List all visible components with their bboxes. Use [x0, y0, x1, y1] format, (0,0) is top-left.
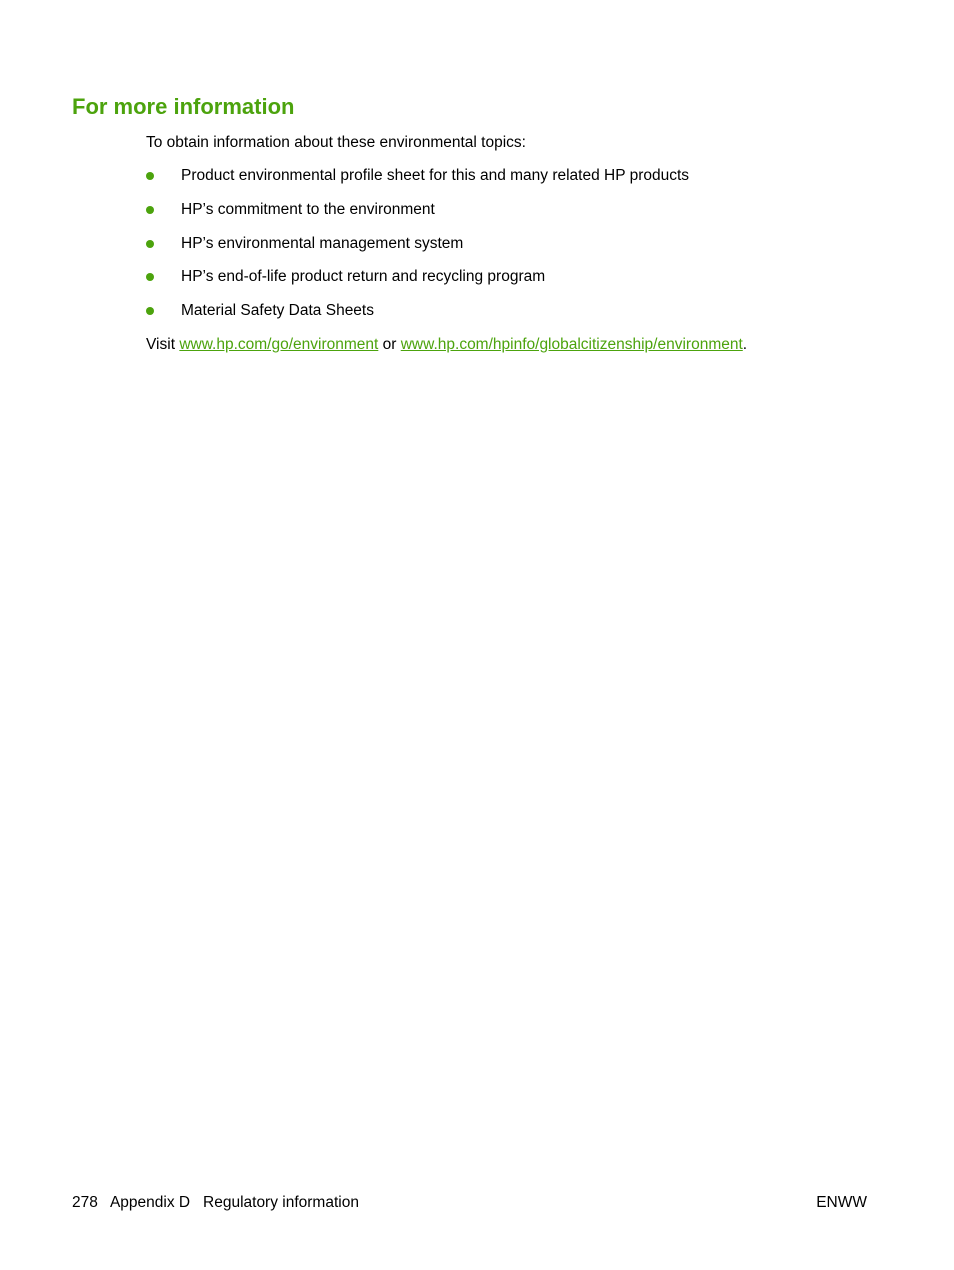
topic-text: Product environmental profile sheet for this and many related HP products: [181, 167, 690, 184]
global-citizenship-link[interactable]: www.hp.com/hpinfo/globalcitizenship/environment: [400, 336, 743, 353]
topic-text: HP’s commitment to the environment: [181, 200, 435, 218]
footer-right: ENWW: [816, 1194, 867, 1211]
page-title: For more information: [72, 94, 295, 119]
intro-text: To obtain information about these environmental topics:: [146, 134, 526, 151]
footer-section: Appendix D: [109, 1194, 191, 1211]
topic-text: Material Safety Data Sheets: [181, 302, 374, 320]
topic-text: HP’s environmental management system: [181, 234, 464, 252]
topic-text: HP’s end-of-life product return and recycling program: [181, 268, 546, 286]
bullet-icon: [146, 206, 154, 214]
visit-middle: or: [378, 336, 401, 353]
visit-suffix: .: [742, 336, 748, 353]
bullet-icon: [146, 273, 154, 281]
visit-prefix: Visit: [146, 336, 180, 353]
environment-link[interactable]: www.hp.com/go/environment: [179, 336, 379, 353]
bullet-icon: [146, 172, 154, 180]
footer-chapter: Regulatory information: [203, 1194, 359, 1211]
visit-paragraph: [146, 335, 747, 355]
footer-left: [72, 1193, 359, 1213]
bullet-icon: [146, 307, 154, 315]
page-number: 278: [72, 1194, 98, 1211]
bullet-icon: [146, 240, 154, 248]
